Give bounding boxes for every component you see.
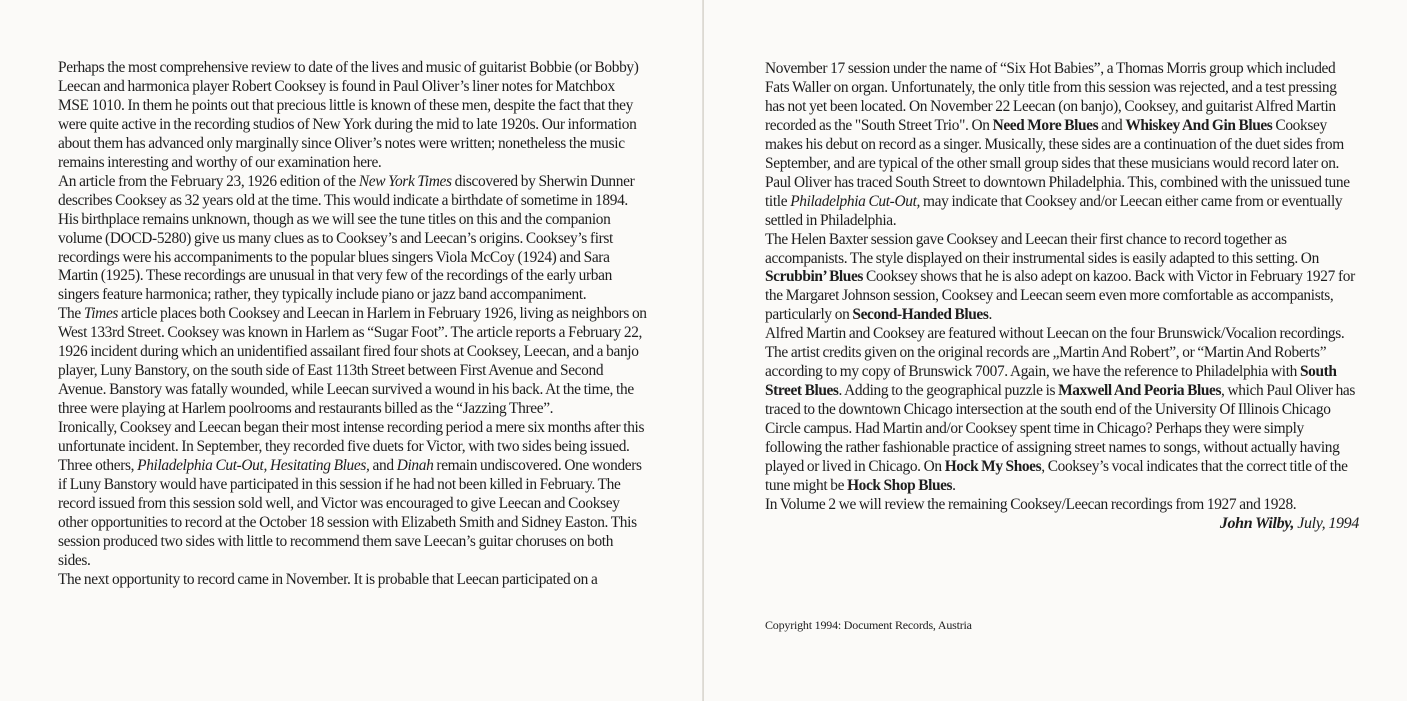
text-run: and: [1098, 116, 1126, 134]
paragraph: [765, 325, 1359, 496]
author-signature: [765, 515, 1359, 534]
song-title: Maxwell And Peoria Blues: [1058, 382, 1222, 400]
right-text-column: [765, 60, 1359, 534]
text-run: Cooksey makes his debut on record as a singer. Musically, these sides are a continuation of the duet sides from September, and are typical of the other small group sides that these musicians would record later on. Paul Oliver has traced South Street to downtown Philadelphia. This, combined with the unissued tune title: [765, 116, 1350, 210]
text-run: Alfred Martin and Cooksey are featured without Leecan on the four Brunswick/Vocalion recordings. The artist credits given on the original records are „Martin And Robert”, or “Martin And Roberts” according to my copy of Brunswick 7007. Again, we have the reference to Philadelphia with: [765, 325, 1345, 381]
paragraph: [765, 496, 1359, 515]
text-run: and: [369, 457, 397, 475]
song-title: Hock My Shoes: [944, 458, 1042, 476]
italic-title: Dinah: [396, 457, 434, 475]
text-run: Perhaps the most comprehensive review to date of the lives and music of guitarist Bobbie (or Bobby) Leecan and harmonica player Robert Cooksey is found in Paul Oliver’s liner notes for Matchbox MSE 1010. In them he points out that precious little is known of these men, despite the fact that they were quite active in the recording studios of New York during the mid to late 1920s. Our information about them has advanced only marginally since Oliver’s notes were written; nonetheless the music remains interesting and worthy of our examination here.: [58, 59, 639, 171]
text-run: may indicate that Cooksey and/or Leecan either came from or eventually settled in Philadelphia.: [765, 192, 1343, 229]
paragraph: [765, 60, 1359, 231]
text-run: , Cooksey’s vocal indicates that the correct title of the tune might be: [765, 458, 1348, 494]
song-title: Whiskey And Gin Blues: [1125, 116, 1273, 134]
text-run: The: [58, 305, 84, 323]
text-run: .: [988, 306, 992, 324]
author-name: John Wilby,: [1219, 514, 1295, 532]
paragraph: [58, 173, 648, 306]
italic-title: New York Times: [358, 172, 452, 190]
paragraph: [58, 571, 648, 590]
paragraph: [58, 419, 648, 571]
song-title: South Street Blues: [765, 363, 1337, 400]
signature-date: July, 1994: [1297, 514, 1359, 532]
copyright-notice: Copyright 1994: Document Records, Austria: [765, 618, 972, 632]
text-run: An article from the February 23, 1926 edition of the: [58, 172, 359, 190]
text-run: discovered by Sherwin Dunner describes Cooksey as 32 years old at the time. This would indicate a birthdate of sometime in 1894. His birthplace remains unknown, though as we will see the tune titles on this and the companion volume (DOCD-5280) give us many clues as to Cooksey’s and Leecan’s origins. Cooksey’s first recordings were his accompaniments to the popular blues singers Viola McCoy (1924) and Sara Martin (1925). These recordings are unusual in that very few of the recordings of the early urban singers feature harmonica; rather, they typically include piano or jazz band accompaniment.: [58, 172, 635, 304]
italic-title: Philadelphia Cut-Out,: [790, 192, 920, 210]
song-title: Need More Blues: [992, 116, 1099, 134]
song-title: Hock Shop Blues: [847, 476, 953, 494]
song-title: Second-Handed Blues: [852, 306, 989, 324]
text-run: , which Paul Oliver has traced to the downtown Chicago intersection at the south end of the University Of Illinois Chicago Circle campus. Had Martin and/or Cooksey spent time in Chicago? Perhaps they were simply following the rather fashionable practice of assigning street names to songs, without actually having played or lived in Chicago. On: [765, 382, 1356, 476]
text-run: Ironically, Cooksey and Leecan began their most intense recording period a mere six months after this unfortunate incident. In September, they recorded five duets for Victor, with two sides being issued. Three others,: [58, 419, 645, 475]
text-run: . Adding to the geographical puzzle is: [838, 382, 1059, 400]
text-run: article places both Cooksey and Leecan in Harlem in February 1926, living as neighbors on West 133rd Street. Cooksey was known in Harlem as “Sugar Foot”. The article reports a February 22, 1926 incident during which an unidentified assailant fired four shots at Cooksey, Leecan, and a banjo player, Luny Banstory, on the south side of East 113th Street between First Avenue and Second Avenue. Banstory was fatally wounded, while Leecan survived a wound in his back. At the time, the three were playing at Harlem poolrooms and restaurants billed as the “Jazzing Three”.: [58, 305, 647, 418]
italic-title: Philadelphia Cut-Out, Hesitating Blues,: [137, 457, 370, 475]
song-title: Scrubbin’ Blues: [765, 268, 863, 286]
paragraph: [58, 305, 648, 419]
left-text-column: [58, 59, 648, 590]
right-page: [704, 0, 1407, 701]
text-run: The next opportunity to record came in November. It is probable that Leecan participated on a: [58, 570, 598, 588]
text-run: .: [952, 476, 956, 494]
text-run: November 17 session under the name of “Six Hot Babies”, a Thomas Morris group which included Fats Waller on organ. Unfortunately, the only title from this session was rejected, and a test pressing has not yet been located. On November 22 Leecan (on banjo), Cooksey, and guitarist Alfred Martin recorded as the "South Street Trio". On: [765, 60, 1337, 134]
text-run: In Volume 2 we will review the remaining Cooksey/Leecan recordings from 1927 and 1928.: [765, 495, 1297, 513]
right-paragraphs: [765, 60, 1359, 515]
italic-title: Times: [83, 305, 119, 323]
text-run: Cooksey shows that he is also adept on kazoo. Back with Victor in February 1927 for the Margaret Johnson session, Cooksey and Leecan seem even more comfortable as accompanists, particularly on: [765, 268, 1355, 324]
text-run: remain undiscovered. One wonders if Luny Banstory would have participated in this session if he had not been killed in February. The record issued from this session sold well, and Victor was encouraged to give Leecan and Cooksey other opportunities to record at the October 18 session with Elizabeth Smith and Sidney Easton. This session produced two sides with little to recommend them save Leecan’s guitar choruses on both sides.: [58, 457, 642, 569]
paragraph: [765, 231, 1359, 326]
paragraph: [58, 59, 648, 173]
text-run: The Helen Baxter session gave Cooksey and Leecan their first chance to record together as accompanists. The style displayed on their instrumental sides is easily adapted to this setting. On: [765, 230, 1319, 267]
